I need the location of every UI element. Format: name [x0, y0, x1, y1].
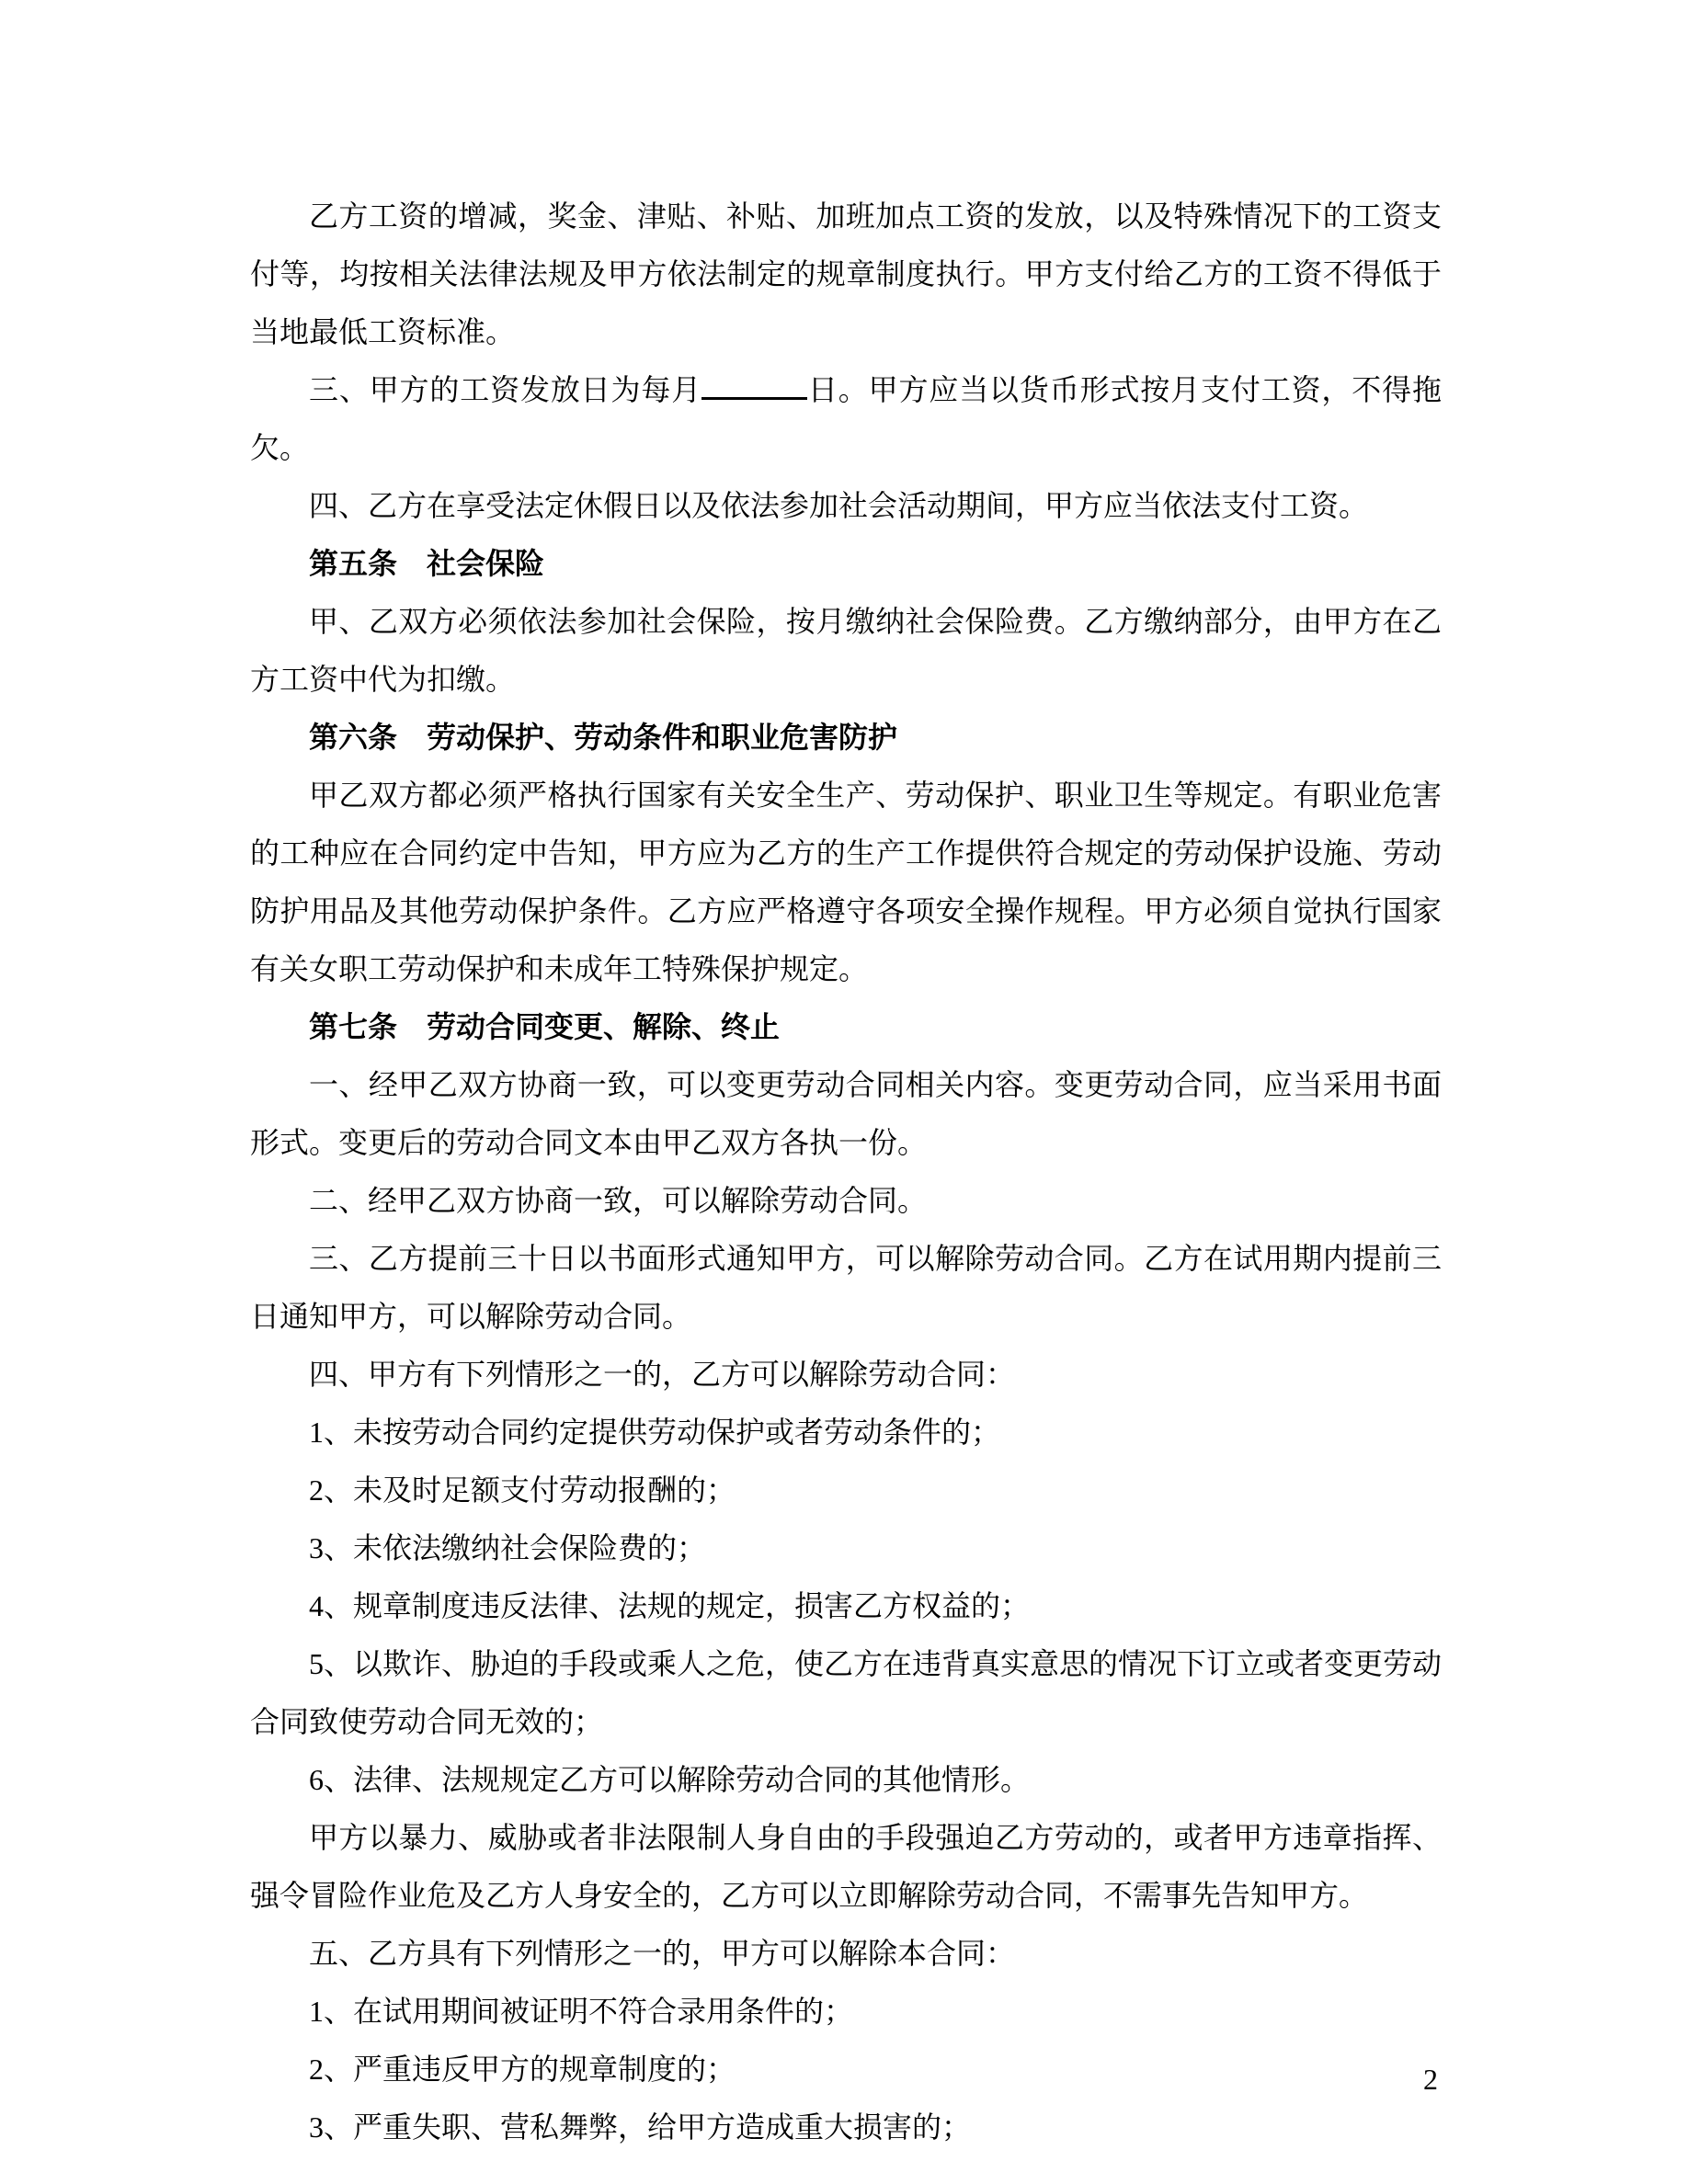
list-item-condition-3: 3、未依法缴纳社会保险费的； — [309, 1531, 707, 1564]
paragraph-text-before-blank: 三、甲方的工资发放日为每月 — [309, 373, 702, 406]
list-item-condition-4: 4、规章制度违反法律、法规的规定，损害乙方权益的； — [309, 1589, 1031, 1622]
clause-5-heading: 第五条 社会保险 — [309, 547, 545, 580]
paragraph-employee-notice-termination: 三、乙方提前三十日以书面形式通知甲方，可以解除劳动合同。乙方在试用期内提前三日通知甲方，可以解除劳动合同。 — [250, 1242, 1442, 1333]
list-item-condition-2: 2、未及时足额支付劳动报酬的； — [309, 1473, 736, 1507]
list-item-condition-5: 5、以欺诈、胁迫的手段或乘人之危，使乙方在违背真实意思的情况下订立或者变更劳动合同致使劳动合同无效的； — [250, 1647, 1443, 1738]
list-item-employer-condition-1: 1、在试用期间被证明不符合录用条件的； — [309, 1995, 854, 2028]
paragraph-employer-termination-conditions-intro: 五、乙方具有下列情形之一的，甲方可以解除本合同： — [309, 1937, 1016, 1970]
page-number: 2 — [1423, 2063, 1438, 2096]
paragraph-mutual-termination: 二、经甲乙双方协商一致，可以解除劳动合同。 — [309, 1184, 928, 1217]
paragraph-holiday-pay: 四、乙方在享受法定休假日以及依法参加社会活动期间，甲方应当依法支付工资。 — [309, 489, 1369, 522]
paragraph-labor-protection: 甲乙双方都必须严格执行国家有关安全生产、劳动保护、职业卫生等规定。有职业危害的工种应在合同约定中告知，甲方应为乙方的生产工作提供符合规定的劳动保护设施、劳动防护用品及其他劳动保护条件。乙方应严格遵守各项安全操作规程。甲方必须自觉执行国家有关女职工劳动保护和未成年工特殊保护规定。 — [250, 779, 1442, 985]
list-item-condition-6: 6、法律、法规规定乙方可以解除劳动合同的其他情形。 — [309, 1763, 1031, 1796]
paragraph-text-after-blank: 日。甲方应当以货币形式按月支付工资，不得拖欠。 — [250, 373, 1442, 464]
list-item-employer-condition-2: 2、严重违反甲方的规章制度的； — [309, 2053, 736, 2086]
paragraph-social-insurance: 甲、乙双方必须依法参加社会保险，按月缴纳社会保险费。乙方缴纳部分，由甲方在乙方工资中代为扣缴。 — [250, 605, 1442, 696]
paragraph-wage-rules: 乙方工资的增减，奖金、津贴、补贴、加班加点工资的发放，以及特殊情况下的工资支付等，均按相关法律法规及甲方依法制定的规章制度执行。甲方支付给乙方的工资不得低于当地最低工资标准。 — [250, 199, 1442, 348]
fill-in-blank-payday — [701, 370, 807, 400]
list-item-condition-1: 1、未按劳动合同约定提供劳动保护或者劳动条件的； — [309, 1416, 1001, 1449]
paragraph-contract-modification: 一、经甲乙双方协商一致，可以变更劳动合同相关内容。变更劳动合同，应当采用书面形式。变更后的劳动合同文本由甲乙双方各执一份。 — [250, 1068, 1442, 1159]
clause-7-heading: 第七条 劳动合同变更、解除、终止 — [309, 1010, 781, 1043]
paragraph-employee-termination-conditions-intro: 四、甲方有下列情形之一的，乙方可以解除劳动合同： — [309, 1358, 1016, 1391]
list-item-employer-condition-3: 3、严重失职、营私舞弊，给甲方造成重大损害的； — [309, 2110, 972, 2144]
clause-6-heading: 第六条 劳动保护、劳动条件和职业危害防护 — [309, 721, 898, 754]
paragraph-immediate-termination: 甲方以暴力、威胁或者非法限制人身自由的手段强迫乙方劳动的，或者甲方违章指挥、强令冒险作业危及乙方人身安全的，乙方可以立即解除劳动合同，不需事先告知甲方。 — [250, 1821, 1442, 1912]
paragraph-wage-payday — [250, 361, 1442, 477]
